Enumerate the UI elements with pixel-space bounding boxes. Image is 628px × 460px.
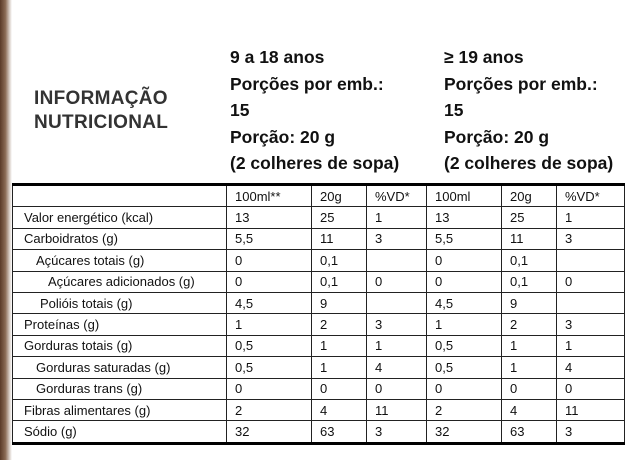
table-cell: 1	[502, 335, 557, 356]
table-cell: 13	[427, 207, 502, 228]
table-cell: 11	[367, 399, 427, 420]
table-header-row	[13, 185, 625, 207]
table-cell: 3	[557, 421, 625, 443]
group-portion-measure: (2 colheres de sopa)	[230, 153, 400, 173]
group-header-19-plus	[444, 44, 613, 177]
table-cell: 2	[427, 399, 502, 420]
nutrient-label: Gorduras totais (g)	[13, 335, 227, 356]
table-row	[13, 421, 625, 443]
table-cell: 1	[367, 335, 427, 356]
header-cell	[13, 185, 227, 207]
header-cell: 20g	[502, 185, 557, 207]
table-row	[13, 399, 625, 420]
nutrient-label: Polióis totais (g)	[13, 292, 227, 313]
table-cell: 4,5	[427, 292, 502, 313]
table-cell: 0,1	[502, 271, 557, 292]
table-cell: 1	[312, 357, 367, 378]
table-cell: 0	[227, 378, 312, 399]
table-cell: 0,5	[227, 335, 312, 356]
table-cell: 3	[557, 314, 625, 335]
header-cell: %VD*	[367, 185, 427, 207]
table-cell: 0	[227, 271, 312, 292]
nutrient-label: Fibras alimentares (g)	[13, 399, 227, 420]
table-cell: 1	[427, 314, 502, 335]
nutrient-label: Sódio (g)	[13, 421, 227, 443]
table-cell: 0	[367, 378, 427, 399]
table-cell	[557, 250, 625, 271]
table-cell: 0	[427, 271, 502, 292]
table-cell: 4	[502, 399, 557, 420]
table-cell: 32	[227, 421, 312, 443]
table-row	[13, 292, 625, 313]
nutrient-label: Açúcares totais (g)	[13, 250, 227, 271]
table-cell: 0	[427, 250, 502, 271]
table-cell: 1	[502, 357, 557, 378]
table-cell: 4	[557, 357, 625, 378]
table-cell: 2	[502, 314, 557, 335]
header-cell: 20g	[312, 185, 367, 207]
table-row	[13, 314, 625, 335]
table-cell: 0	[557, 271, 625, 292]
group-age: 9 a 18 anos	[230, 47, 325, 67]
table-cell: 11	[557, 399, 625, 420]
title-line-1: INFORMAÇÃO	[34, 88, 168, 109]
nutrient-label: Proteínas (g)	[13, 314, 227, 335]
table-row	[13, 357, 625, 378]
table-cell: 0	[227, 250, 312, 271]
table-row	[13, 378, 625, 399]
table-cell: 0,1	[312, 271, 367, 292]
group-portions-label: Porções por emb.:	[444, 73, 598, 94]
table-cell: 63	[502, 421, 557, 443]
table-cell: 0,5	[427, 335, 502, 356]
table-cell: 1	[557, 335, 625, 356]
table-cell: 4	[367, 357, 427, 378]
table-cell: 63	[312, 421, 367, 443]
group-age: ≥ 19 anos	[444, 47, 524, 67]
table-cell: 13	[227, 207, 312, 228]
table-row	[13, 335, 625, 356]
table-cell: 5,5	[427, 228, 502, 249]
table-cell: 25	[502, 207, 557, 228]
group-portion: Porção: 20 g	[444, 126, 550, 147]
table-cell	[367, 250, 427, 271]
table-row	[13, 207, 625, 228]
table-cell: 0,5	[227, 357, 312, 378]
header-cell: %VD*	[557, 185, 625, 207]
header-cell: 100ml	[427, 185, 502, 207]
title-line-2: NUTRICIONAL	[34, 112, 169, 133]
group-portion-measure: (2 colheres de sopa)	[444, 153, 614, 173]
table-cell: 9	[312, 292, 367, 313]
table-cell: 11	[502, 228, 557, 249]
table-row	[13, 228, 625, 249]
table-cell: 3	[557, 228, 625, 249]
table-cell: 0	[502, 378, 557, 399]
group-portion: Porção: 20 g	[230, 126, 336, 147]
table-cell: 0	[312, 378, 367, 399]
table-cell: 1	[227, 314, 312, 335]
group-portions-label: Porções por emb.:	[230, 73, 384, 94]
table-cell: 4	[312, 399, 367, 420]
group-portions-value: 15	[444, 100, 464, 120]
table-cell: 2	[227, 399, 312, 420]
header-cell: 100ml**	[227, 185, 312, 207]
table-row	[13, 271, 625, 292]
nutrient-label: Gorduras trans (g)	[13, 378, 227, 399]
table-cell: 0	[557, 378, 625, 399]
group-portions-value: 15	[230, 100, 250, 120]
table-cell: 3	[367, 228, 427, 249]
panel-title	[34, 87, 168, 135]
table-cell: 32	[427, 421, 502, 443]
table-cell: 1	[312, 335, 367, 356]
nutrient-label: Gorduras saturadas (g)	[13, 357, 227, 378]
table-cell: 3	[367, 421, 427, 443]
nutrient-label: Valor energético (kcal)	[13, 207, 227, 228]
table-cell: 1	[367, 207, 427, 228]
table-cell: 11	[312, 228, 367, 249]
table-cell: 9	[502, 292, 557, 313]
nutrient-label: Carboidratos (g)	[13, 228, 227, 249]
table-cell: 0	[427, 378, 502, 399]
table-cell: 25	[312, 207, 367, 228]
nutrition-table	[12, 183, 625, 445]
table-cell: 0	[367, 271, 427, 292]
table-cell	[367, 292, 427, 313]
table-cell	[557, 292, 625, 313]
table-cell: 4,5	[227, 292, 312, 313]
table-cell: 1	[557, 207, 625, 228]
table-cell: 5,5	[227, 228, 312, 249]
table-cell: 0,1	[502, 250, 557, 271]
table-row	[13, 250, 625, 271]
nutrient-label: Açúcares adicionados (g)	[13, 271, 227, 292]
package-edge	[0, 0, 12, 460]
table-cell: 2	[312, 314, 367, 335]
table-cell: 3	[367, 314, 427, 335]
table-cell: 0,5	[427, 357, 502, 378]
table-cell: 0,1	[312, 250, 367, 271]
group-header-9-18	[230, 44, 399, 177]
